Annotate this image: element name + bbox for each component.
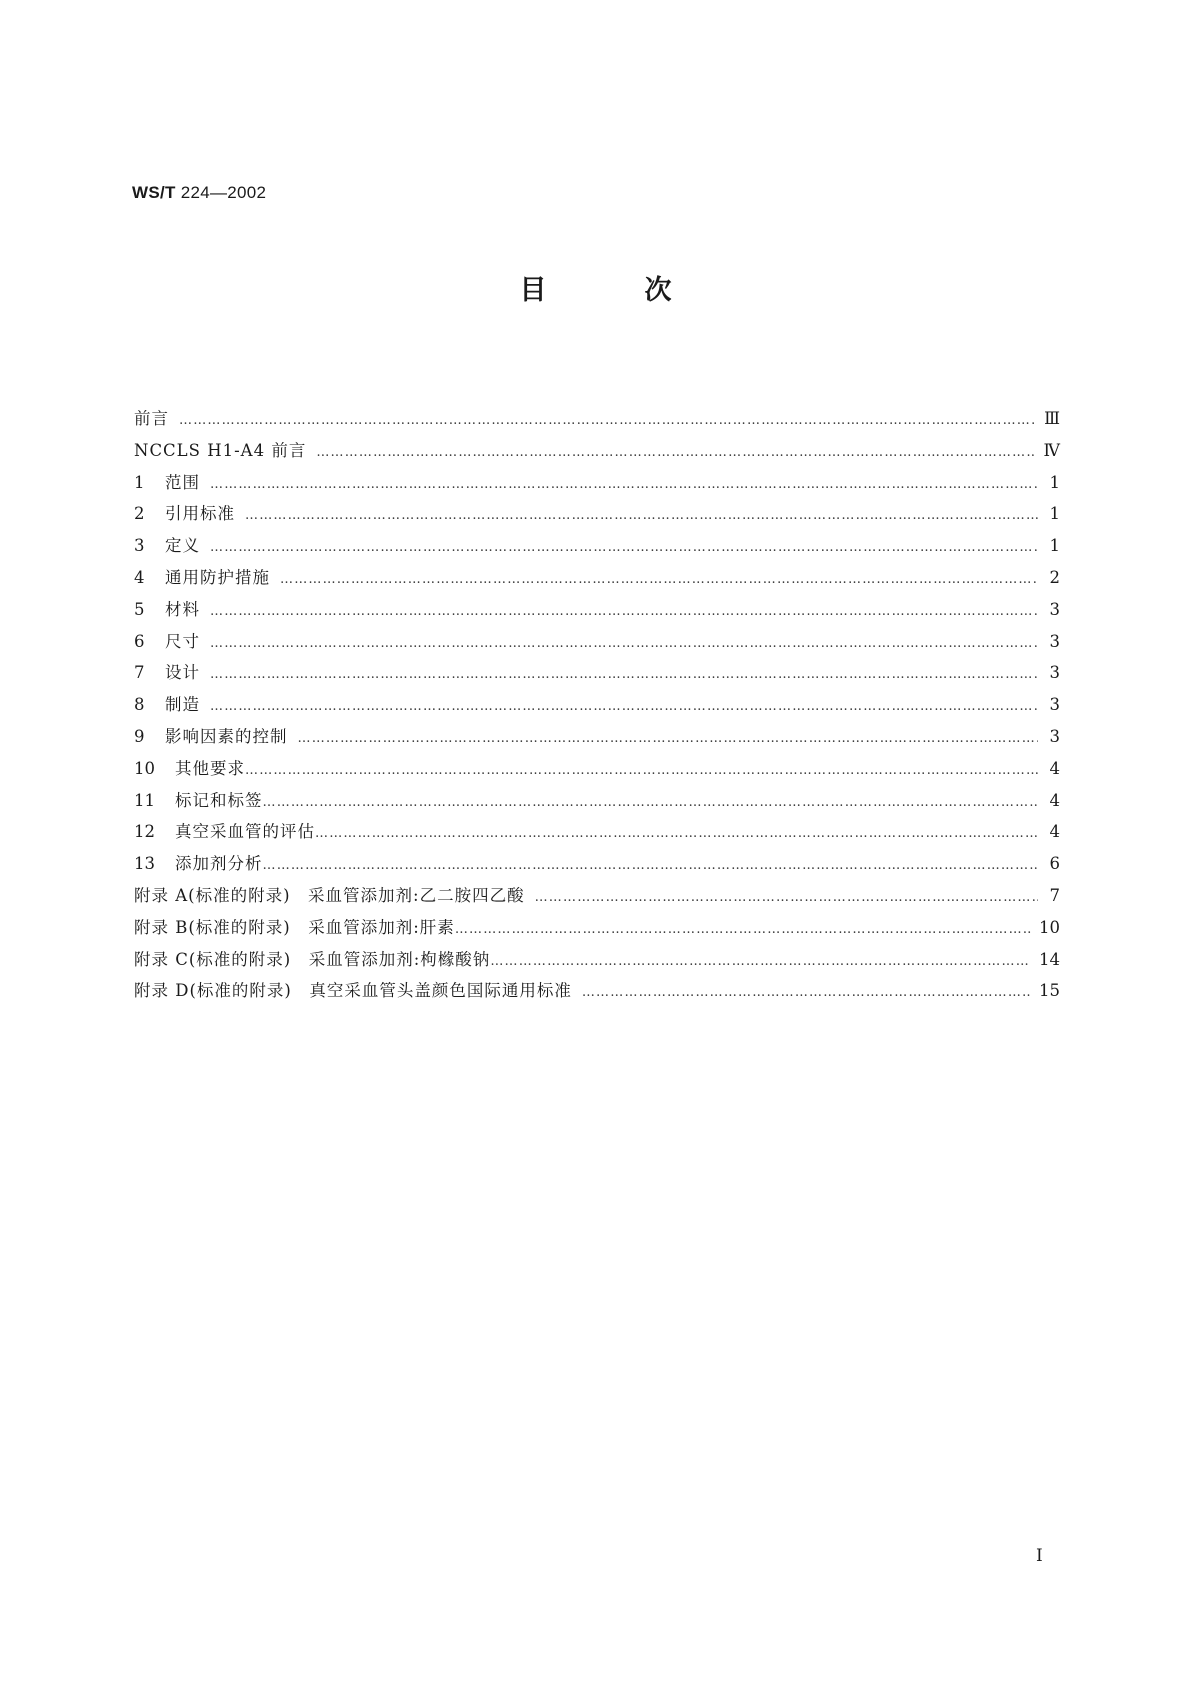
- toc-entry-manufacturing[interactable]: [134, 689, 1060, 721]
- toc-entry-page: 3: [1049, 695, 1060, 715]
- toc-entry-page: 10: [1039, 917, 1060, 937]
- toc-entry-tube-evaluation[interactable]: [134, 816, 1060, 848]
- leader-dots: [316, 437, 1035, 469]
- leader-dots: [455, 914, 1031, 946]
- standard-number: 224—2002: [180, 183, 267, 202]
- toc-entry-appendix-d[interactable]: [134, 975, 1060, 1007]
- toc-entry-number: 7: [134, 663, 145, 683]
- toc-entry-number: 13: [134, 854, 155, 874]
- title-char-1: 目: [519, 275, 547, 306]
- toc-entry-label: 设计: [165, 663, 200, 683]
- toc-entry-label: 定义: [165, 536, 200, 556]
- leader-dots: [535, 882, 1038, 914]
- leader-dots: [490, 946, 1031, 978]
- leader-dots: [298, 723, 1039, 755]
- toc-entry-page: 1: [1049, 472, 1060, 492]
- toc-entry-label: 材料: [165, 599, 200, 619]
- leader-dots: [210, 532, 1038, 564]
- toc-entry-page: 3: [1049, 663, 1060, 683]
- toc-entry-additive-analysis[interactable]: [134, 848, 1060, 880]
- toc-entry-label: 制造: [165, 695, 200, 715]
- toc-entry-page: 4: [1049, 790, 1060, 810]
- toc-entry-dimensions[interactable]: [134, 626, 1060, 658]
- toc-entry-label: 前言: [134, 409, 169, 428]
- leader-dots: [210, 628, 1038, 660]
- toc-entry-number: 3: [134, 536, 145, 556]
- leader-dots: [263, 850, 1039, 882]
- toc-entry-label: 引用标准: [165, 504, 235, 524]
- toc-entry-design[interactable]: [134, 657, 1060, 689]
- toc-entry-normative-references[interactable]: [134, 498, 1060, 530]
- toc-entry-marking-labeling[interactable]: [134, 785, 1060, 817]
- standard-prefix: WS/T: [132, 183, 176, 202]
- toc-entry-page: 14: [1039, 949, 1060, 969]
- toc-entry-number: 2: [134, 504, 145, 524]
- toc-entry-appendix-b[interactable]: [134, 912, 1060, 944]
- toc-entry-scope[interactable]: [134, 467, 1060, 499]
- leader-dots: [582, 977, 1031, 1009]
- toc-entry-nccls-foreword[interactable]: [134, 435, 1060, 467]
- toc-entry-number: 8: [134, 695, 145, 715]
- standard-code: [132, 183, 266, 203]
- toc-entry-number: 9: [134, 726, 145, 746]
- toc-entry-label: NCCLS H1-A4 前言: [134, 440, 307, 460]
- page-number: I: [1036, 1546, 1043, 1566]
- toc-entry-number: 12: [134, 822, 155, 842]
- leader-dots: [210, 469, 1038, 501]
- toc-entry-number: 1: [134, 472, 145, 492]
- toc-entry-label: 范围: [165, 472, 200, 492]
- leader-dots: [280, 564, 1038, 596]
- leader-dots: [210, 596, 1038, 628]
- toc-entry-number: 6: [134, 631, 145, 651]
- toc-entry-number: 5: [134, 599, 145, 619]
- leader-dots: [179, 405, 1036, 437]
- toc-entry-foreword[interactable]: [134, 403, 1060, 435]
- toc-entry-number: 4: [134, 567, 145, 587]
- toc-entry-influencing-factors[interactable]: [134, 721, 1060, 753]
- table-of-contents: [134, 403, 1060, 1007]
- toc-entry-number: 10: [134, 758, 155, 778]
- toc-entry-page: Ⅳ: [1043, 440, 1060, 460]
- toc-entry-appendix-c[interactable]: [134, 944, 1060, 976]
- toc-entry-label: 附录 D(标准的附录) 真空采血管头盖颜色国际通用标准: [134, 981, 572, 1001]
- leader-dots: [315, 818, 1038, 850]
- leader-dots: [245, 755, 1038, 787]
- toc-entry-other-requirements[interactable]: [134, 753, 1060, 785]
- toc-entry-page: 4: [1049, 758, 1060, 778]
- toc-entry-label: 添加剂分析: [175, 854, 263, 874]
- toc-entry-universal-precautions[interactable]: [134, 562, 1060, 594]
- toc-entry-appendix-a[interactable]: [134, 880, 1060, 912]
- toc-entry-label: 尺寸: [165, 631, 200, 651]
- toc-entry-materials[interactable]: [134, 594, 1060, 626]
- toc-entry-label: 通用防护措施: [165, 567, 270, 587]
- toc-entry-page: 3: [1049, 631, 1060, 651]
- toc-entry-label: 附录 C(标准的附录) 采血管添加剂:枸橼酸钠: [134, 949, 491, 969]
- toc-entry-page: 15: [1039, 981, 1060, 1001]
- leader-dots: [263, 787, 1039, 819]
- toc-entry-definitions[interactable]: [134, 530, 1060, 562]
- leader-dots: [210, 691, 1038, 723]
- toc-entry-label: 标记和标签: [175, 790, 263, 810]
- title-char-2: 次: [644, 275, 672, 306]
- toc-entry-page: 3: [1049, 726, 1060, 746]
- toc-entry-page: 7: [1049, 885, 1060, 905]
- leader-dots: [210, 659, 1038, 691]
- toc-entry-label: 其他要求: [175, 758, 245, 778]
- toc-entry-number: 11: [134, 790, 155, 810]
- leader-dots: [245, 500, 1038, 532]
- toc-entry-label: 真空采血管的评估: [175, 822, 315, 842]
- toc-entry-page: 6: [1049, 854, 1060, 874]
- toc-entry-page: 2: [1049, 567, 1060, 587]
- page-title: [0, 268, 1191, 307]
- toc-entry-page: 1: [1049, 504, 1060, 524]
- toc-entry-page: 3: [1049, 599, 1060, 619]
- toc-entry-page: 1: [1049, 536, 1060, 556]
- toc-entry-label: 附录 B(标准的附录) 采血管添加剂:肝素: [134, 917, 455, 937]
- toc-entry-label: 附录 A(标准的附录) 采血管添加剂:乙二胺四乙酸: [134, 885, 525, 905]
- toc-entry-page: 4: [1049, 822, 1060, 842]
- toc-entry-label: 影响因素的控制: [165, 726, 288, 746]
- toc-entry-page: Ⅲ: [1044, 409, 1060, 428]
